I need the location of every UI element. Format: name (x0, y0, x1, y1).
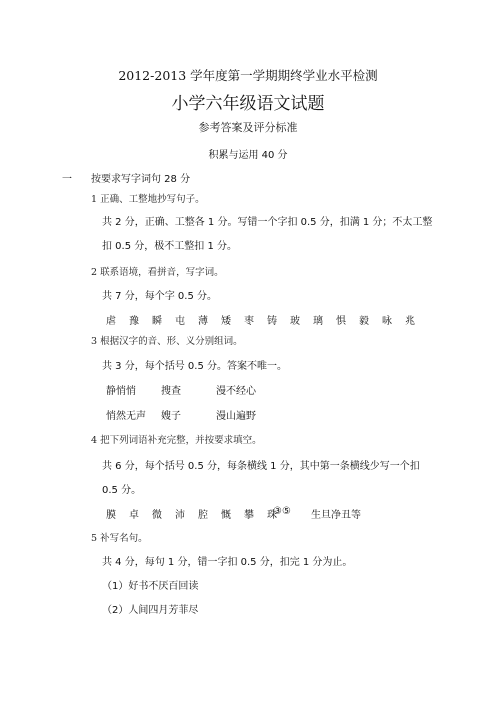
question-5-item-2: （2）人间四月芳菲尽 (102, 605, 199, 616)
answer-char: 膜 (106, 510, 116, 521)
section-number: 一 (62, 174, 72, 185)
answer-key-subtitle: 参考答案及评分标准 (198, 121, 298, 134)
question-3-word: 悄然无声 (106, 411, 146, 422)
answer-char: 兆 (405, 316, 415, 327)
question-3-word: 漫山遍野 (216, 411, 256, 422)
answer-char: 攀 (244, 510, 254, 521)
question-1-prompt: 1 正确、工整地抄写句子。 (91, 194, 205, 205)
section-title: 按要求写字词句 28 分 (91, 174, 191, 185)
question-3-answer: 共 3 分，每个括号 0.5 分。答案不唯一。 (102, 361, 287, 372)
answer-char: 薄 (198, 316, 208, 327)
question-5-prompt: 5 补写名句。 (91, 533, 148, 544)
answer-char: 矮 (221, 316, 231, 327)
answer-char: 惧 (336, 316, 346, 327)
answer-char: 沛 (175, 510, 185, 521)
question-1-answer-line1: 共 2 分，正确、工整各 1 分。写错一个字扣 0.5 分，扣满 1 分；不太工整 (102, 217, 433, 228)
exam-year-line: 2012-2013 学年度第一学期期终学业水平检测 (118, 68, 378, 83)
answer-char: 腔 (198, 510, 208, 521)
question-3-word: 静悄悄 (106, 386, 136, 397)
question-4-tail-1: ③⑤ (273, 506, 291, 517)
answer-char: 咏 (382, 316, 392, 327)
question-3-prompt: 3 根据汉字的音、形、义分别组词。 (91, 336, 243, 347)
question-3-word: 嫂子 (161, 411, 181, 422)
question-2-answer: 共 7 分，每个字 0.5 分。 (102, 291, 217, 302)
question-4-tail-2: 生旦净丑等 (311, 510, 361, 521)
answer-char: 瞬 (152, 316, 162, 327)
answer-char: 枣 (244, 316, 254, 327)
question-1-answer-line2: 扣 0.5 分，极不工整扣 1 分。 (102, 241, 237, 252)
answer-char: 毅 (359, 316, 369, 327)
answer-char: 豫 (129, 316, 139, 327)
question-2-prompt: 2 联系语境，看拼音，写字词。 (91, 267, 224, 278)
question-3-word: 搜查 (161, 386, 181, 397)
section-heading: 积累与运用 40 分 (208, 150, 288, 161)
question-4-answer-line1: 共 6 分，每个括号 0.5 分，每条横线 1 分，其中第一条横线少写一个扣 (102, 461, 420, 472)
question-3-word: 漫不经心 (216, 386, 256, 397)
question-4-word-list (106, 506, 290, 521)
question-4-prompt: 4 把下列词语补充完整，并按要求填空。 (91, 435, 262, 446)
answer-char: 玻 (290, 316, 300, 327)
answer-char: 屯 (175, 316, 185, 327)
question-5-answer: 共 4 分，每句 1 分，错一字扣 0.5 分，扣完 1 分为止。 (102, 557, 353, 568)
exam-title: 小学六年级语文试题 (171, 94, 325, 114)
question-2-char-list (106, 312, 428, 327)
answer-char: 璃 (313, 316, 323, 327)
answer-char: 微 (152, 510, 162, 521)
question-4-answer-line2: 0.5 分。 (102, 485, 142, 496)
question-5-item-1: （1）好书不厌百回读 (102, 581, 199, 592)
answer-char: 铸 (267, 316, 277, 327)
answer-char: 慨 (221, 510, 231, 521)
answer-char: 珠 (267, 510, 277, 521)
answer-char: 虐 (106, 316, 116, 327)
answer-char: 卓 (129, 510, 139, 521)
